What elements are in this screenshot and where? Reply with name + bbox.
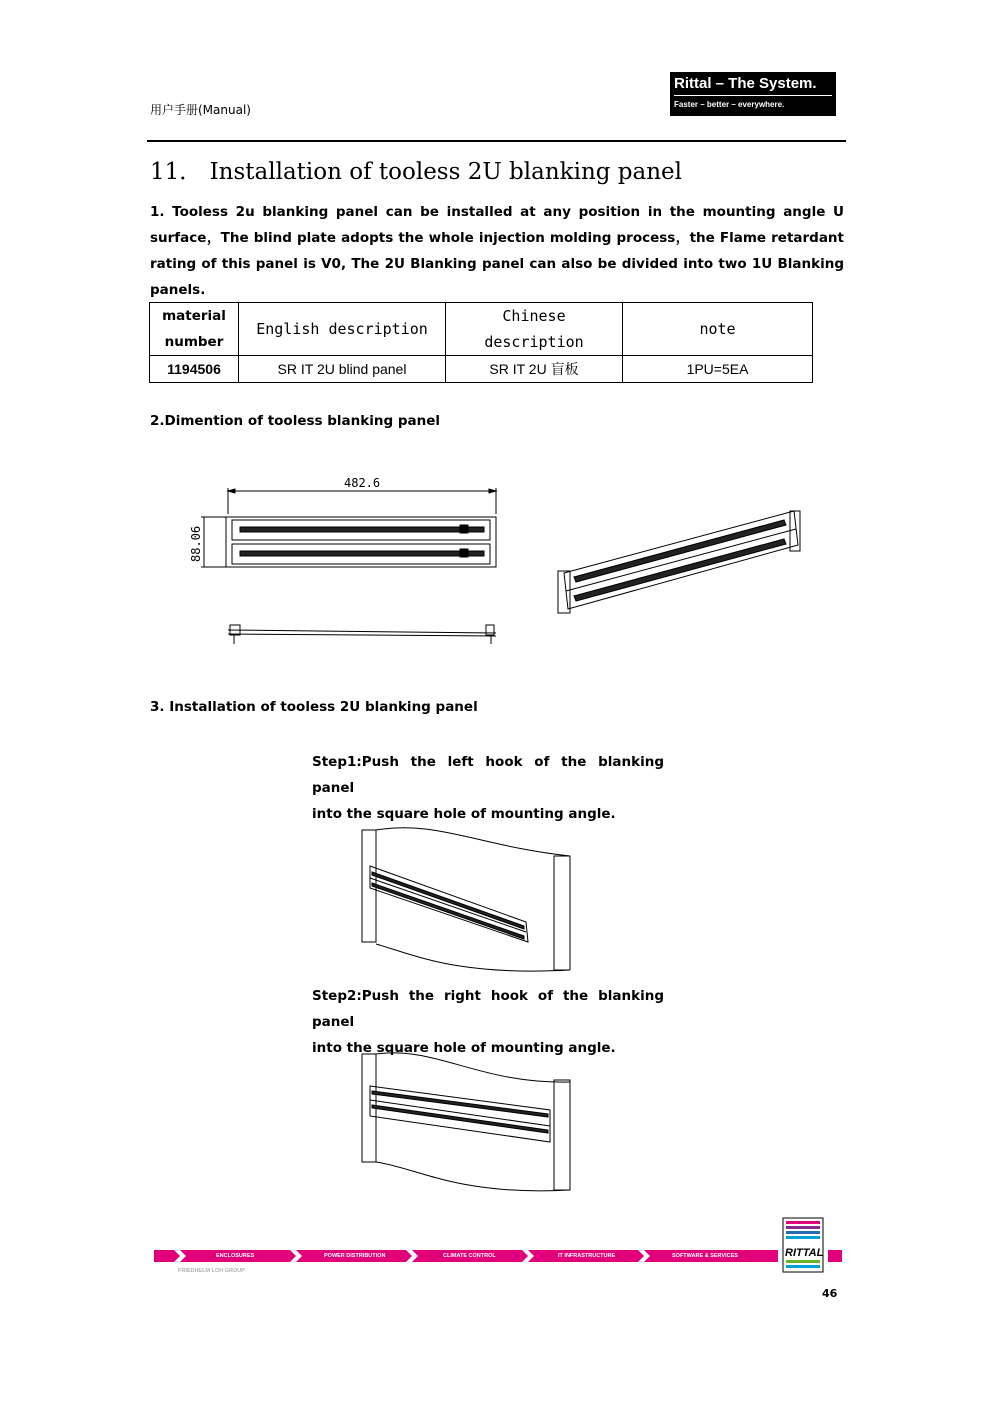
footer-nav-climate-control[interactable]: CLIMATE CONTROL: [443, 1253, 496, 1259]
intro-paragraph: 1. Tooless 2u blanking panel can be installed at any position in the mounting angle U surface，The blind plate adopts the whole injection molding process，the Flame retardant rating of this panel is V0, The 2U Blanking panel can also be divided into two 1U Blanking panels.: [150, 204, 844, 298]
footer-nav-power-distribution[interactable]: POWER DISTRIBUTION: [324, 1253, 386, 1259]
step2-illustration: [358, 1050, 578, 1196]
table-row: [150, 356, 813, 383]
front-view-drawing: [186, 470, 506, 650]
rittal-logo-header: [670, 72, 836, 116]
logo-slogan: Rittal – The System.: [674, 75, 817, 92]
table-header-row: [150, 303, 813, 356]
manual-label: 用户手册(Manual): [150, 103, 251, 117]
group-label: FRIEDHELM LOH GROUP: [178, 1268, 245, 1274]
header-english-description: English description: [239, 303, 446, 356]
width-dimension-label: 482.6: [344, 476, 381, 490]
installation-heading: 3. Installation of tooless 2U blanking panel: [150, 699, 478, 715]
footer-nav-software-services[interactable]: SOFTWARE & SERVICES: [672, 1253, 738, 1259]
spec-table: [149, 302, 813, 383]
rittal-wordmark: RITTAL: [785, 1247, 824, 1259]
step2-text: Step2:Push the right hook of the blanking panel into the square hole of mounting angle.: [312, 988, 664, 1056]
cell-note: 1PU=5EA: [623, 356, 813, 383]
page-number: 46: [822, 1287, 838, 1300]
isometric-drawing: [556, 505, 806, 620]
cell-chinese: SR IT 2U 盲板: [446, 356, 623, 383]
rittal-brand-logo: [781, 1216, 825, 1274]
dimension-heading: 2.Dimention of tooless blanking panel: [150, 413, 441, 429]
footer-nav-it-infrastructure[interactable]: IT INFRASTRUCTURE: [558, 1253, 616, 1259]
cell-english: SR IT 2U blind panel: [239, 356, 446, 383]
section-title: 11． Installation of tooless 2U blanking panel: [150, 159, 683, 185]
header-rule: [147, 140, 846, 142]
footer-nav-band: [154, 1248, 842, 1264]
step1-text: Step1:Push the left hook of the blanking panel into the square hole of mounting angle.: [312, 754, 664, 822]
logo-divider: [674, 95, 832, 96]
logo-tagline: Faster – better – everywhere.: [674, 100, 785, 109]
step1-illustration: [358, 826, 578, 976]
header-note: note: [623, 303, 813, 356]
height-dimension-label: 88.06: [189, 525, 203, 562]
header-chinese-description: Chinese description: [446, 303, 623, 356]
cell-number: 1194506: [150, 356, 239, 383]
header-material-number: material number: [150, 303, 239, 356]
footer-nav-enclosures[interactable]: ENCLOSURES: [216, 1253, 255, 1259]
